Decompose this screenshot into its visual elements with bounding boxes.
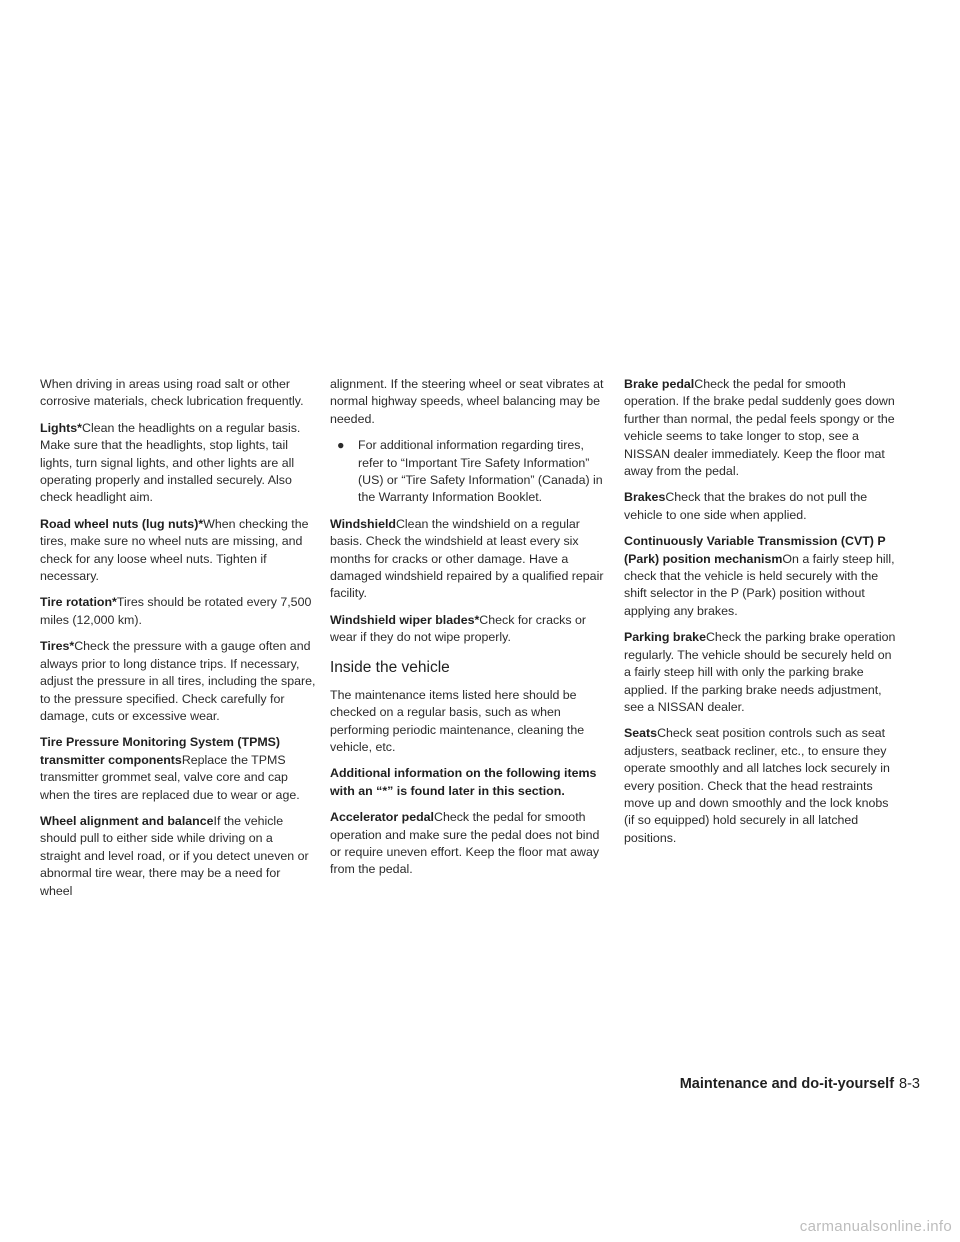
item-lights — [40, 420, 316, 507]
item-term: Tires* — [40, 639, 75, 654]
intro-paragraph: When driving in areas using road salt or other corrosive materials, check lubrication frequently. — [40, 377, 304, 409]
item-term: Tire rotation* — [40, 595, 117, 610]
asterisk-note: Additional information on the following items with an “*” is found later in this section. — [330, 766, 597, 798]
item-text: Clean the headlights on a regular basis. Make sure that the headlights, stop lights, tail lights, turn signal lights, and other lights are all operating properly and installed securely. Also check headlight aim. — [40, 420, 301, 505]
item-term: Lights* — [40, 420, 82, 435]
item-term: Seats — [624, 726, 658, 741]
item-text: On a fairly steep hill, check that the vehicle is held securely with the shift selector in the P (Park) position without applying any brakes. — [624, 551, 895, 618]
item-text: Tires should be rotated every 7,500 miles (12,000 km). — [40, 595, 312, 627]
item-text: Check the parking brake operation regularly. The vehicle should be securely held on a fairly steep hill with only the parking brake applied. If the parking brake needs adjustment, see a NISSAN dealer. — [624, 630, 896, 714]
item-text: Check that the brakes do not pull the vehicle to one side when applied. — [624, 490, 868, 522]
section-intro: The maintenance items listed here should be checked on a regular basis, such as when performing periodic maintenance, cleaning the vehicle, etc. — [330, 687, 585, 754]
item-parking-brake — [624, 629, 900, 716]
item-term: Continuously Variable Transmission (CVT) P (Park) position mechanism — [624, 534, 886, 566]
item-text: Check the pressure with a gauge often and always prior to long distance trips. If necessary, adjust the pressure in all tires, including the spare, to the pressure specified. Check carefully for damage, cuts or excessive wear. — [40, 639, 316, 723]
item-term: Tire Pressure Monitoring System (TPMS) transmitter components — [40, 735, 281, 767]
section-heading: Inside the vehicle — [330, 658, 450, 676]
column-left — [40, 376, 316, 909]
item-term: Brake pedal — [624, 377, 695, 391]
item-tire-rotation — [40, 594, 316, 629]
watermark: carmanualsonline.info — [799, 1218, 952, 1235]
item-tires — [40, 638, 316, 725]
item-brakes — [624, 489, 900, 524]
item-term: Brakes — [624, 490, 666, 505]
column-middle — [330, 376, 606, 888]
item-text: Check for cracks or wear if they do not wipe properly. — [330, 612, 587, 645]
item-accelerator-pedal — [330, 809, 606, 879]
item-cvt-park — [624, 533, 900, 620]
item-text: If the vehicle should pull to either side while driving on a straight and level road, or if you detect uneven or abnormal tire wear, there may be a need for wheel — [40, 813, 309, 898]
item-brake-pedal — [624, 376, 900, 480]
page-footer — [680, 1076, 920, 1092]
column-right — [624, 376, 900, 856]
item-text: Check seat position controls such as seat adjusters, seatback recliner, etc., to ensure they operate smoothly and all latches lock securely in every position. Check that the head restraints move up and down smoothly and the lock knobs (if so equipped) hold securely in all latched positions. — [624, 726, 890, 845]
item-tpms — [40, 734, 316, 804]
alignment-continued: alignment. If the steering wheel or seat vibrates at normal highway speeds, wheel balancing may be needed. — [330, 377, 604, 426]
item-term: Parking brake — [624, 630, 706, 645]
bullet-icon: ● — [337, 438, 345, 453]
tire-info-bullet — [337, 437, 606, 507]
item-term: Windshield wiper blades* — [330, 612, 480, 627]
item-text: Replace the TPMS transmitter grommet seal, valve core and cap when the tires are replaced due to wear or age. — [40, 752, 300, 802]
item-text: Clean the windshield on a regular basis. Check the windshield at least every six months for cracks or other damage. Have a damaged windshield repaired by a qualified repair facility. — [330, 516, 604, 601]
item-text: Check the pedal for smooth operation and make sure the pedal does not bind or require uneven effort. Keep the floor mat away from the pedal. — [330, 810, 600, 877]
item-wheel-alignment — [40, 813, 316, 900]
item-windshield — [330, 516, 606, 603]
item-term: Wheel alignment and balance — [40, 813, 214, 828]
item-term: Windshield — [330, 516, 396, 531]
item-wheel-nuts — [40, 516, 316, 586]
footer-section-title: Maintenance and do-it-yourself — [679, 1076, 895, 1092]
item-wiper-blades — [330, 612, 606, 647]
item-term: Road wheel nuts (lug nuts)* — [40, 516, 204, 531]
page-number: 8-3 — [899, 1076, 920, 1092]
item-seats — [624, 725, 900, 847]
bullet-text: For additional information regarding tires, refer to “Important Tire Safety Information” (US) or “Tire Safety Information” (Canada) in the Warranty Information Booklet. — [358, 438, 603, 505]
item-term: Accelerator pedal — [330, 810, 434, 825]
item-text: Check the pedal for smooth operation. If the brake pedal suddenly goes down further than normal, the pedal feels spongy or the vehicle seems to take longer to stop, see a NISSAN dealer immediately. Keep the floor mat away from the pedal. — [624, 377, 895, 479]
item-text: When checking the tires, make sure no wheel nuts are missing, and check for any loose wheel nuts. Tighten if necessary. — [40, 516, 309, 584]
